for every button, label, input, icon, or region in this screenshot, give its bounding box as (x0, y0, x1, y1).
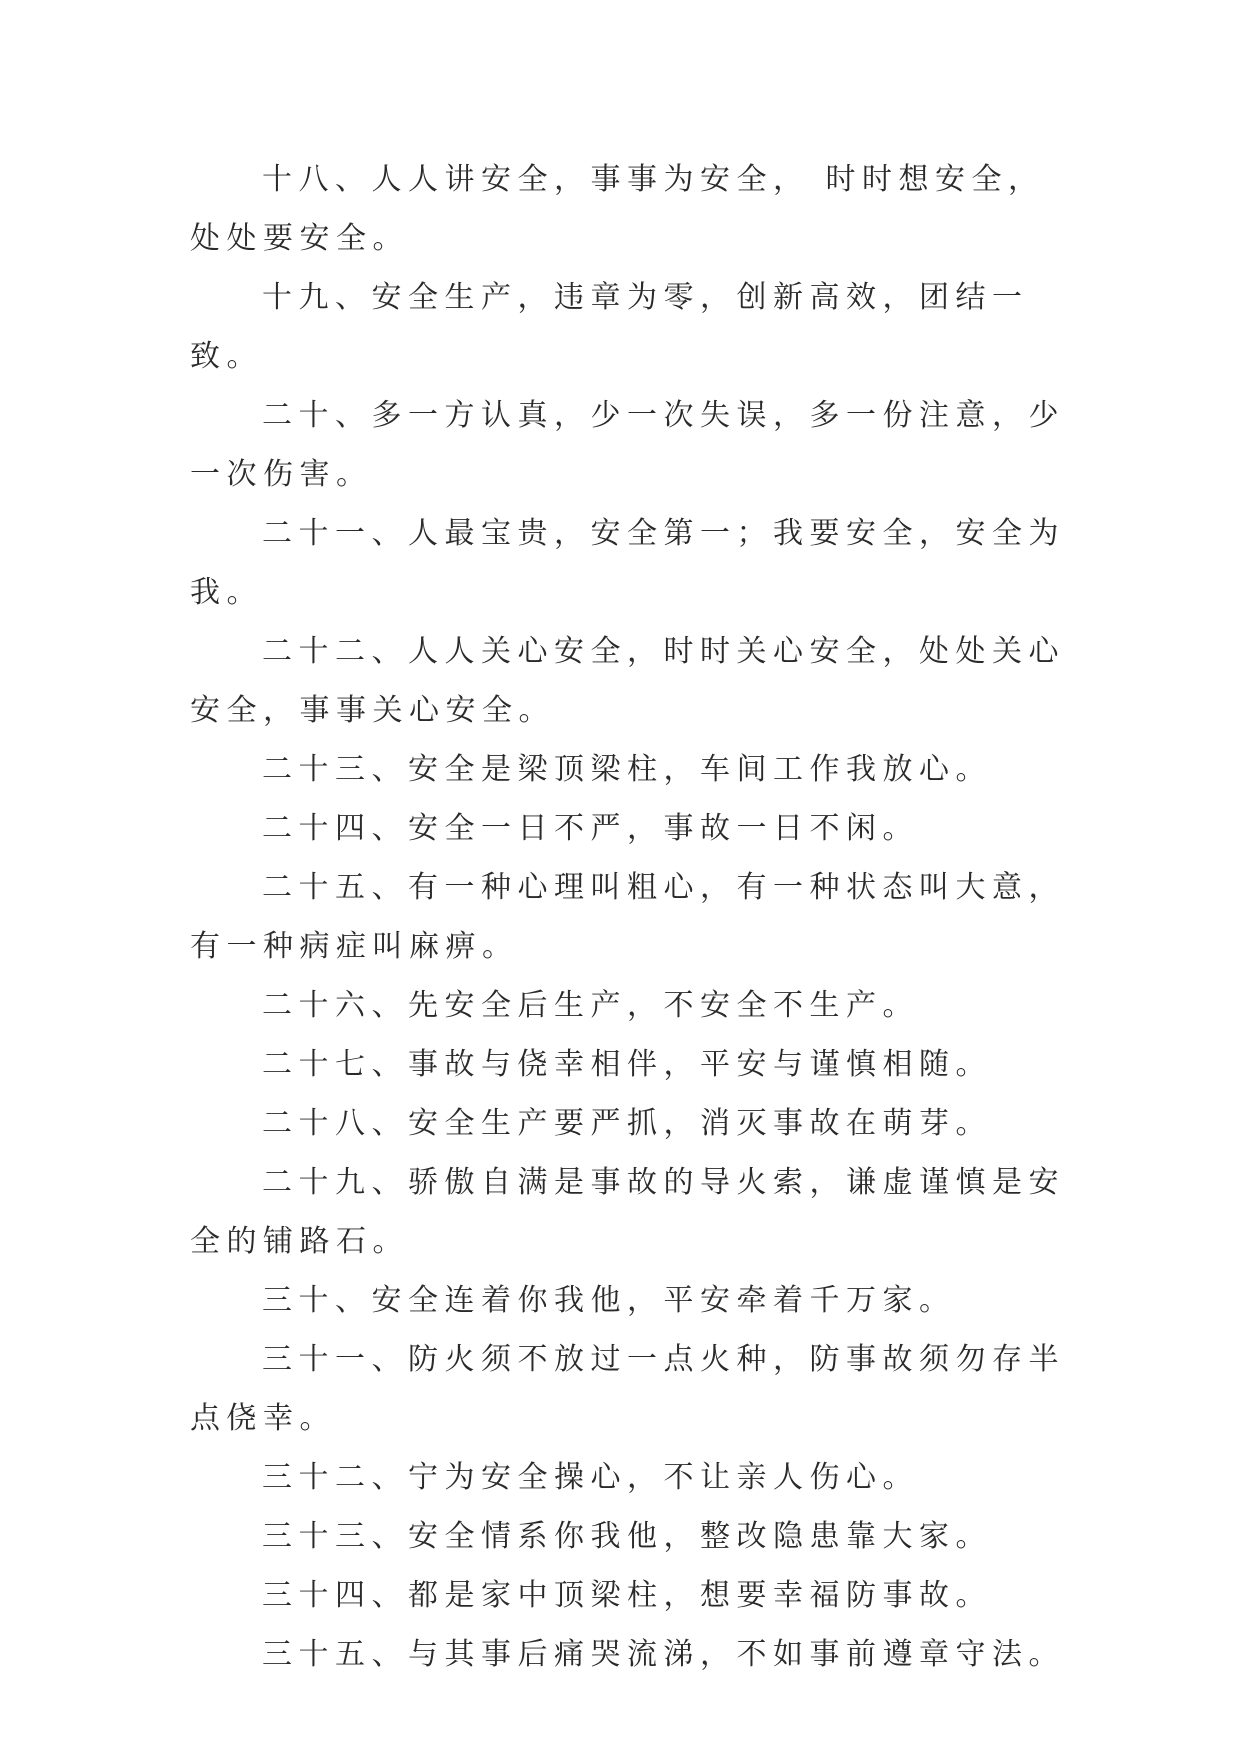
paragraph-35: 三十五、与其事后痛哭流涕，不如事前遵章守法。 (262, 1637, 1065, 1672)
paragraph-22: 二十二、人人关心安全，时时关心安全，处处关心安全，事事关心安全。 (190, 634, 1065, 728)
paragraph-20: 二十、多一方认真，少一次失误，多一份注意，少一次伤害。 (190, 398, 1065, 492)
paragraph-31: 三十一、防火须不放过一点火种，防事故须勿存半点侥幸。 (190, 1342, 1065, 1436)
paragraph-30: 三十、安全连着你我他，平安牵着千万家。 (262, 1283, 956, 1318)
paragraph-33: 三十三、安全情系你我他，整改隐患靠大家。 (262, 1519, 992, 1554)
document-body (190, 150, 1070, 1684)
paragraph-27: 二十七、事故与侥幸相伴，平安与谨慎相随。 (262, 1047, 992, 1082)
paragraph-24: 二十四、安全一日不严，事故一日不闲。 (262, 811, 919, 846)
paragraph-25: 二十五、有一种心理叫粗心，有一种状态叫大意，有一种病症叫麻痹。 (190, 870, 1065, 964)
paragraph-21: 二十一、人最宝贵，安全第一；我要安全，安全为我。 (190, 516, 1065, 610)
paragraph-26: 二十六、先安全后生产，不安全不生产。 (262, 988, 919, 1023)
paragraph-28: 二十八、安全生产要严抓，消灭事故在萌芽。 (262, 1106, 992, 1141)
paragraph-18: 十八、人人讲安全，事事为安全， 时时想安全，处处要安全。 (190, 162, 1045, 256)
paragraph-32: 三十二、宁为安全操心，不让亲人伤心。 (262, 1460, 919, 1495)
paragraph-19: 十九、安全生产，违章为零，创新高效，团结一致。 (190, 280, 1029, 374)
paragraph-23: 二十三、安全是梁顶梁柱，车间工作我放心。 (262, 752, 992, 787)
paragraph-34: 三十四、都是家中顶梁柱，想要幸福防事故。 (262, 1578, 992, 1613)
paragraph-29: 二十九、骄傲自满是事故的导火索，谦虚谨慎是安全的铺路石。 (190, 1165, 1065, 1259)
